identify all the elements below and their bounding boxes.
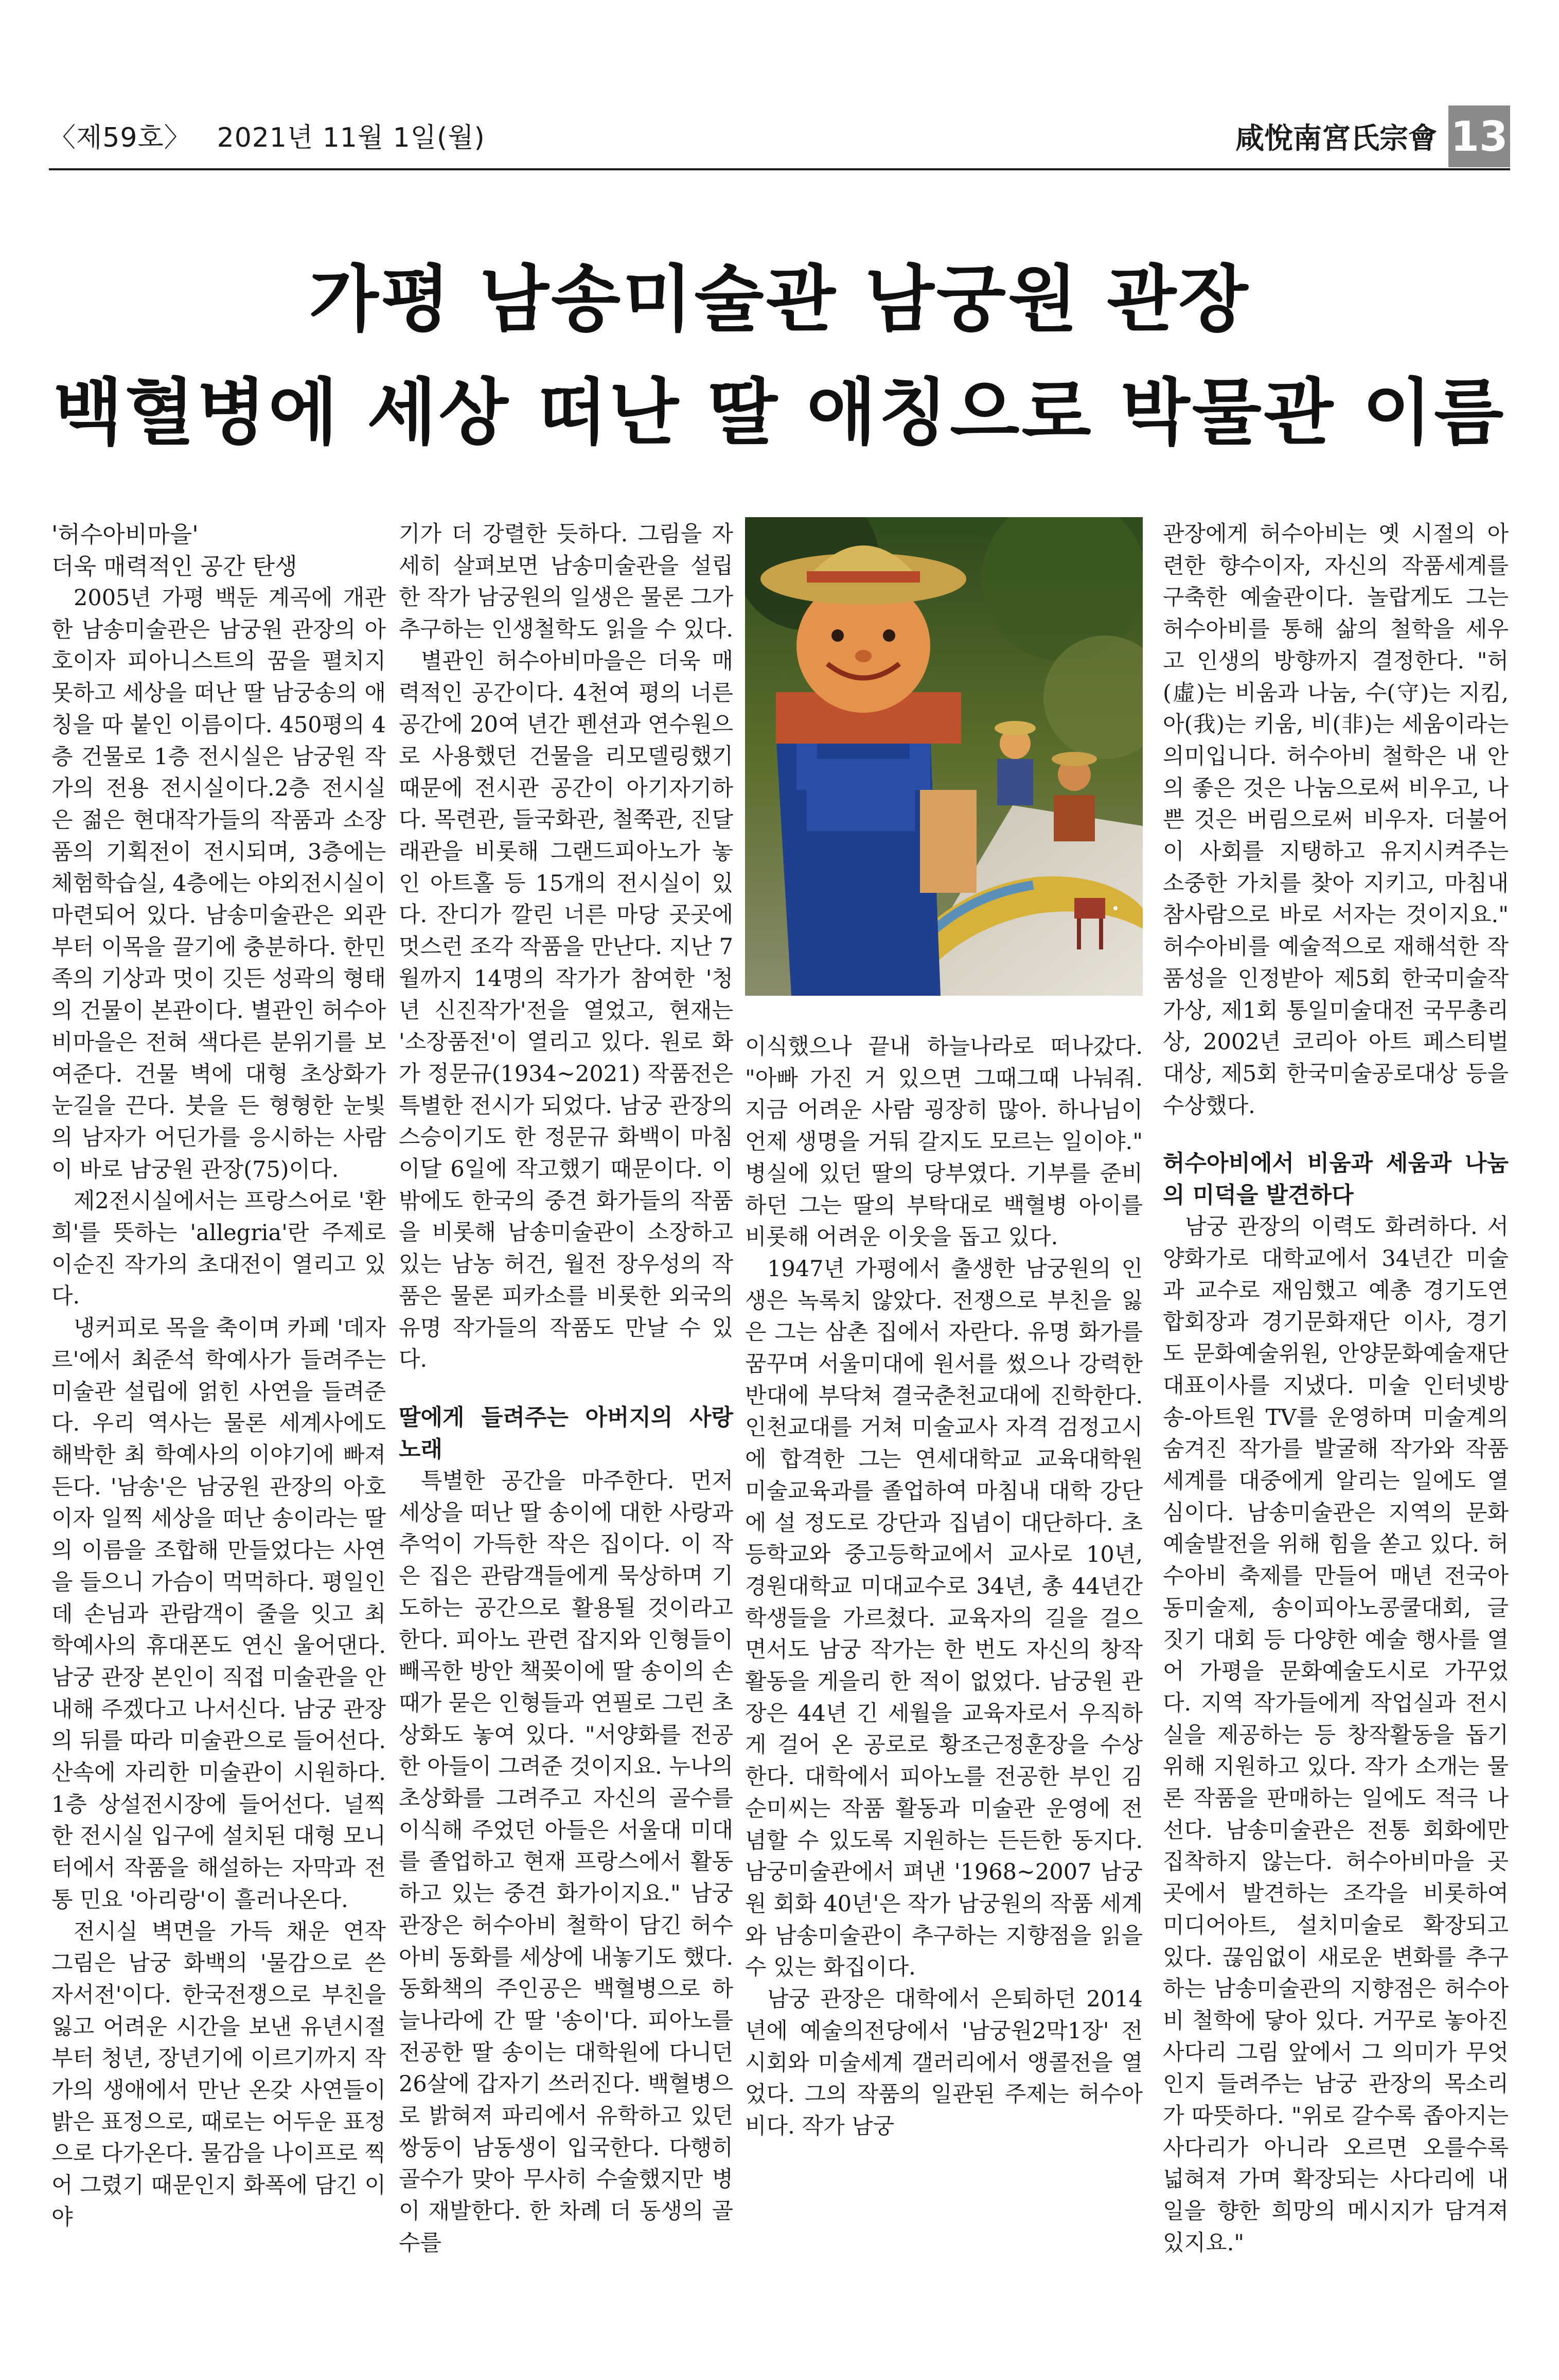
issue-number: 〈제59호〉 <box>49 122 191 153</box>
paragraph: 별관인 허수아비마을은 더욱 매력적인 공간이다. 4천여 평의 너른 공간에 20여 년간 펜션과 연수원으로 사용했던 건물을 리모델링했기 때문에 전시관 공간이 아기자기하다. 목련관, 들국화관, 철쭉관, 진달래관을 비롯해 그랜드피아노가 놓인 아트홀 등 15개의 전시실이 있다. 잔디가 깔린 너른 마당 곳곳에 멋스런 조각 작품을 만난다. 지난 7월까지 14명의 작가가 참여한 '청년 신진작가'전을 열었고, 현재는 '소장품전'이 열리고 있다. 원로 화가 정문규(1934~2021) 작품전은 특별한 전시가 되었다. 남궁 관장의 스승이기도 한 정문규 화백이 마침 이달 6일에 작고했기 때문이다. 이밖에도 한국의 중견 화가들의 작품을 비롯해 남송미술관이 소장하고 있는 남농 허건, 월전 장우성의 작품은 물론 피카소를 비롯한 외국의 유명 작가들의 작품도 만날 수 있다. <box>399 648 733 1373</box>
paragraph: 관장에게 허수아비는 옛 시절의 아련한 향수이자, 자신의 작품세계를 구축한 예술관이다. 놀랍게도 그는 허수아비를 통해 삶의 철학을 세우고 인생의 방향까지 결정한다. "허(虛)는 비움과 나눔, 수(守)는 지킴, 아(我)는 키움, 비(非)는 세움이라는 의미입니다. 허수아비 철학은 내 안의 좋은 것은 나눔으로써 비우고, 나쁜 것은 버림으로써 비우자. 더불어 이 사회를 지탱하고 유지시켜주는 소중한 가치를 찾아 지키고, 마침내 참사람으로 바로 서자는 것이지요." 허수아비를 예술적으로 재해석한 작품성을 인정받아 제5회 한국미술작가상, 제1회 통일미술대전 국무총리상, 2002년 코리아 아트 페스티벌 대상, 제5회 한국미술공로대상 등을 수상했다. <box>1163 521 1509 1119</box>
masthead <box>1235 105 1510 167</box>
article-column-2 <box>399 519 733 2260</box>
headline-line-1: 가평 남송미술관 남궁원 관장 <box>309 257 1250 342</box>
publication-name: 咸悅南宮氏宗會 <box>1235 122 1437 155</box>
paragraph: 남궁 관장은 대학에서 은퇴하던 2014년에 예술의전당에서 '남궁원2막1장' 전시회와 미술세계 갤러리에서 앵콜전을 열었다. 그의 작품의 일관된 주제는 허수아비다. 작가 남궁 <box>745 1986 1143 2139</box>
article-column-3 <box>745 1031 1143 2143</box>
headline-line-2: 백혈병에 세상 떠난 딸 애칭으로 박물관 이름 <box>53 371 1506 455</box>
paragraph: 1947년 가평에서 출생한 남궁원의 인생은 녹록치 않았다. 전쟁으로 부친을 잃은 그는 삼촌 집에서 자란다. 유명 화가를 꿈꾸며 서울미대에 원서를 썼으나 강력한 반대에 부닥쳐 결국춘천교대에 진학한다. 인천교대를 거쳐 미술교사 자격 검정고시에 합격한 그는 연세대학교 교육대학원 미술교육과를 졸업하여 마침내 대학 강단에 설 정도로 강단과 집념이 대단하다. 초등학교와 중고등학교에서 교사로 10년, 경원대학교 미대교수로 34년, 총 44년간 학생들을 가르쳤다. 교육자의 길을 걸으면서도 남궁 작가는 한 번도 자신의 창작활동을 게을리 한 적이 없었다. 남궁원 관장은 44년 긴 세월을 교육자로서 우직하게 걸어 온 공로로 황조근정훈장을 수상한다. 대학에서 피아노를 전공한 부인 김순미씨는 작품 활동과 미술관 운영에 전념할 수 있도록 지원하는 든든한 동지다. 남궁미술관에서 펴낸 '1968~2007 남궁 원 회화 40년'은 작가 남궁원의 작품 세계와 남송미술관이 추구하는 지향점을 읽을 수 있는 화집이다. <box>745 1256 1143 1981</box>
subheading-quote: '허수아비마을' <box>51 521 199 548</box>
paragraph: 특별한 공간을 마주한다. 먼저 세상을 떠난 딸 송이에 대한 사랑과 추억이 가득한 작은 집이다. 이 작은 집은 관람객들에게 묵상하며 기도하는 공간으로 활용될 것이라고 한다. 피아노 관련 잡지와 인형들이 빼곡한 방안 책꽂이에 딸 송이의 손때가 묻은 인형들과 연필로 그린 초상화도 놓여 있다. "서양화를 전공한 아들이 그려준 것이지요. 누나의 초상화를 그려주고 자신의 골수를 이식해 주었던 아들은 서울대 미대를 졸업하고 현재 프랑스에서 활동하고 있는 중견 화가이지요." 남궁 관장은 허수아비 철학이 담긴 허수아비 동화를 세상에 내놓기도 했다. 동화책의 주인공은 백혈병으로 하늘나라에 간 딸 '송이'다. 피아노를 전공한 딸 송이는 대학원에 다니던 26살에 갑자기 쓰러진다. 백혈병으로 밝혀져 파리에서 유학하고 있던 쌍둥이 남동생이 입국한다. 다행히 골수가 맞아 무사히 수술했지만 병이 재발한다. 한 차례 더 동생의 골수를 <box>399 1468 733 2256</box>
section-subheading: 딸에게 들려주는 아버지의 사랑 노래 <box>399 1404 733 1462</box>
issue-date <box>49 116 511 154</box>
paragraph: 전시실 벽면을 가득 채운 연작 그림은 남궁 화백의 '물감으로 쓴 자서전'이다. 한국전쟁으로 부친을 잃고 어려운 시간을 보낸 유년시절부터 청년, 장년기에 이르기까지 작가의 생애에서 만난 온갖 사연들이 밝은 표정으로, 때로는 어두운 표정으로 다가온다. 물감을 나이프로 찍어 그렸기 때문인지 화폭에 담긴 이야 <box>51 1918 386 2230</box>
subheading: 더욱 매력적인 공간 탄생 <box>51 553 297 580</box>
page-number: 13 <box>1448 105 1510 167</box>
article-column-4 <box>1163 519 1509 2260</box>
paragraph: 남궁 관장의 이력도 화려하다. 서양화가로 대학교에서 34년간 미술과 교수로 재임했고 예총 경기도연합회장과 경기문화재단 이사, 경기도 문화예술위원, 안양문화예술재단 대표이사를 지냈다. 미술 인터넷방송-아트원 TV를 운영하며 미술계의 숨겨진 작가를 발굴해 작가와 작품세계를 대중에게 알리는 일에도 열심이다. 남송미술관은 지역의 문화예술발전을 위해 힘을 쏟고 있다. 허수아비 축제를 만들어 매년 전국아동미술제, 송이피아노콩쿨대회, 글짓기 대회 등 다양한 예술 행사를 열어 가평을 문화예술도시로 가꾸었다. 지역 작가들에게 작업실과 전시실을 제공하는 등 창작활동을 돕기 위해 지원하고 있다. 작가 소개는 물론 작품을 판매하는 일에도 적극 나선다. 남송미술관은 전통 회화에만 집착하지 않는다. 허수아비마을 곳곳에서 발견하는 조각을 비롯하여 미디어아트, 설치미술로 확장되고 있다. 끊임없이 새로운 변화를 추구하는 남송미술관의 지향점은 허수아비 철학에 닿아 있다. 거꾸로 놓아진 사다리 그림 앞에서 그 의미가 무엇인지 들려주는 남궁 관장의 목소리가 따뜻하다. "위로 갈수록 좁아지는 사다리가 아니라 오르면 오를수록 넓혀져 가며 확장되는 사다리에 내일을 향한 희망의 메시지가 담겨져 있지요." <box>1163 1214 1509 2256</box>
paragraph: 제2전시실에서는 프랑스어로 '환희'를 뜻하는 'allegria'란 주제로 이순진 작가의 초대전이 열리고 있다. <box>51 1188 386 1310</box>
article-column-1 <box>51 519 386 2234</box>
paragraph: 냉커피로 목을 축이며 카페 '데자르'에서 최준석 학예사가 들려주는 미술관 설립에 얽힌 사연을 들려준다. 우리 역사는 물론 세계사에도 해박한 최 학예사의 이야기에 빠져든다. '남송'은 남궁원 관장의 아호이자 일찍 세상을 떠난 송이라는 딸의 이름을 조합해 만들었다는 사연을 들으니 가슴이 먹먹하다. 평일인데 손님과 관람객이 줄을 잇고 최 학예사의 휴대폰도 연신 울어댄다. 남궁 관장 본인이 직접 미술관을 안내해 주겠다고 나서신다. 남궁 관장의 뒤를 따라 미술관으로 들어선다. 산속에 자리한 미술관이 시원하다. 1층 상설전시장에 들어선다. 널찍한 전시실 입구에 설치된 대형 모니터에서 작품을 해설하는 자막과 전통 민요 '아리랑'이 흘러나온다. <box>51 1315 386 1913</box>
section-subheading: 허수아비에서 비움과 세움과 나눔의 미덕을 발견하다 <box>1163 1150 1509 1209</box>
scarecrow-photo <box>745 517 1143 996</box>
paragraph: 2005년 가평 백둔 계곡에 개관한 남송미술관은 남궁원 관장의 아호이자 피아니스트의 꿈을 펼치지 못하고 세상을 떠난 딸 남궁송의 애칭을 따 붙인 이름이다. 450평의 4층 건물로 1층 전시실은 남궁원 작가의 전용 전시실이다.2층 전시실은 젊은 현대작가들의 작품과 소장품의 기획전이 전시되며, 3층에는 체험학습실, 4층에는 야외전시실이 마련되어 있다. 남송미술관은 외관부터 이목을 끌기에 충분하다. 한민족의 기상과 멋이 깃든 성곽의 형태의 건물이 본관이다. 별관인 허수아비마을은 전혀 색다른 분위기를 보여준다. 건물 벽에 대형 초상화가 눈길을 끈다. 붓을 든 형형한 눈빛의 남자가 어딘가를 응시하는 사람이 바로 남궁원 관장(75)이다. <box>51 585 386 1183</box>
header-rule <box>49 168 1510 170</box>
paragraph: 기가 더 강렬한 듯하다. 그림을 자세히 살펴보면 남송미술관을 설립한 작가 남궁원의 일생은 물론 그가 추구하는 인생철학도 읽을 수 있다. <box>399 521 733 643</box>
page-header <box>49 105 1510 172</box>
publication-date: 2021년 11월 1일(월) <box>217 122 485 153</box>
paragraph: 이식했으나 끝내 하늘나라로 떠나갔다. "아빠 가진 거 있으면 그때그때 나눠줘. 지금 어려운 사람 굉장히 많아. 하나님이 언제 생명을 거둬 갈지도 모르는 일이야." 병실에 있던 딸의 당부였다. 기부를 준비하던 그는 딸의 부탁대로 백혈병 아이를 비롯해 어려운 이웃을 돕고 있다. <box>745 1034 1143 1250</box>
